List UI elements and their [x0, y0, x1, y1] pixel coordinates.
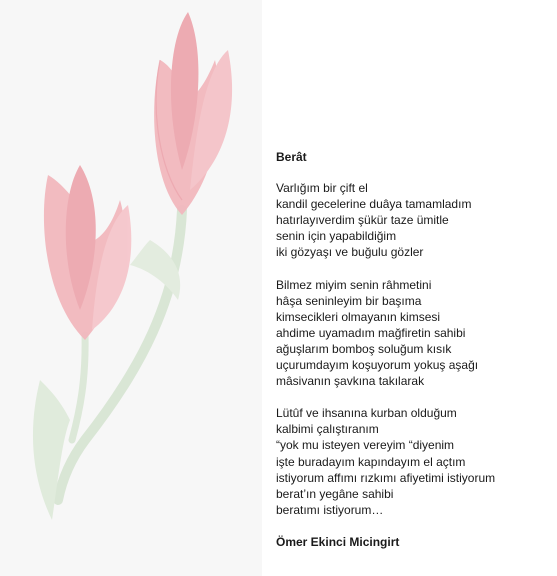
poem-line: iki gözyaşı ve buğulu gözler — [276, 245, 424, 260]
poem-line: istiyorum affımı rızkımı afiyetimi istiyorum — [276, 470, 496, 485]
poem-stanza-2 — [276, 277, 551, 390]
poem-line: senin için yapabildiğim — [276, 229, 397, 244]
poem-line: hâşa seninleyim bir başıma — [276, 293, 422, 308]
tulip-stem-short — [72, 335, 85, 440]
poem-line: kalbimi çalıştıranım — [276, 422, 379, 437]
poem-stanza-1 — [276, 180, 551, 260]
poem-line: Varlığım bir çift el — [276, 181, 368, 196]
tulip-tall — [154, 12, 232, 215]
poem-line: ağuşlarım bomboş soluğum kısık — [276, 341, 452, 356]
poem-line: berat’ın yegâne sahibi — [276, 486, 394, 501]
poem-author: Ömer Ekinci Micingirt — [276, 534, 400, 549]
poem-line: kimsecikleri olmayanın kimsesi — [276, 309, 441, 324]
poem-line: işte buradayım kapındayım el açtım — [276, 454, 466, 469]
poem-line: mâsivanın şavkına takılarak — [276, 374, 425, 389]
poem-line: beratımı istiyorum… — [276, 502, 384, 517]
poem-line: “yok mu isteyen vereyim “diyenim — [276, 438, 455, 453]
poem-line: kandil gecelerine duâya tamamladım — [276, 197, 472, 212]
poem-title: Berât — [276, 150, 307, 164]
poem-line: ahdime uyamadım mağfiretin sahibi — [276, 325, 466, 340]
tulip-leaf-left — [33, 380, 70, 520]
illustration-panel — [0, 0, 262, 576]
tulip-short — [44, 165, 131, 340]
poem-line: Lütûf ve ihsanına kurban olduğum — [276, 406, 457, 421]
poem-line: uçurumdayım koşuyorum yokuş aşağı — [276, 358, 479, 373]
poem-stanza-3 — [276, 405, 551, 518]
poem-line: Bilmez miyim senin râhmetini — [276, 277, 432, 292]
poem — [276, 149, 551, 550]
tulip-leaf-right — [130, 240, 180, 300]
tulip-illustration — [0, 0, 262, 576]
poem-line: hatırlayıverdim şükür taze ümitle — [276, 213, 449, 228]
